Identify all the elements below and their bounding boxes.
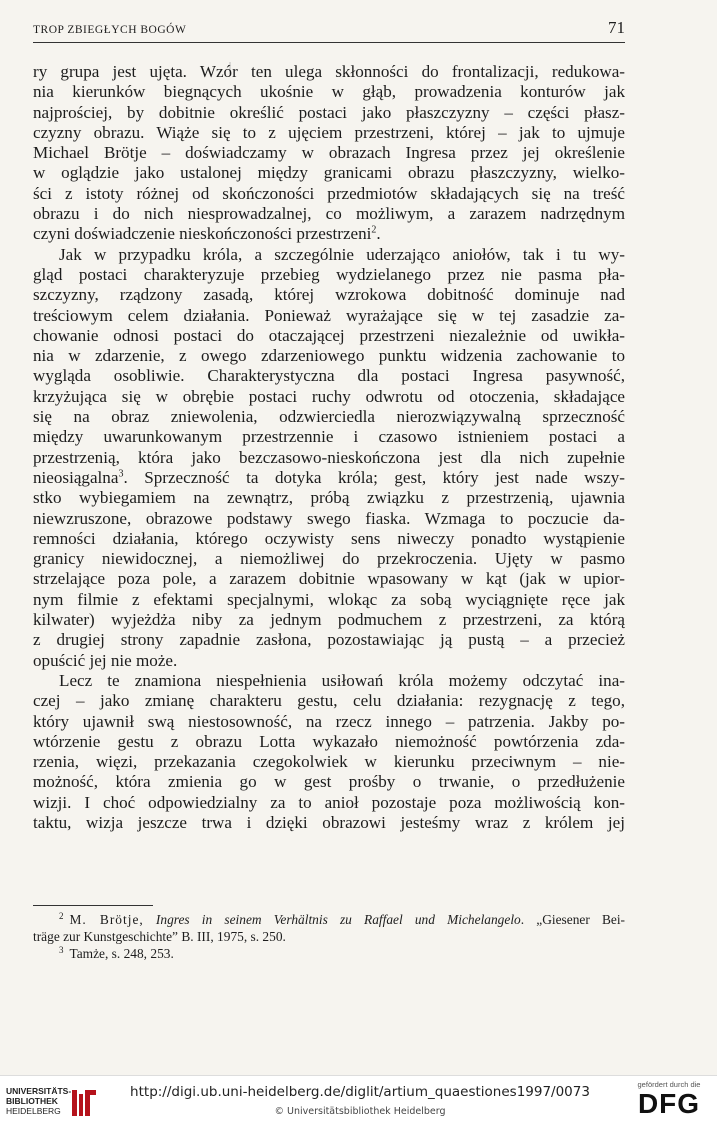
dfg-wordmark: DFG xyxy=(637,1088,701,1119)
footnote-author: M. Brötje, xyxy=(69,912,144,927)
body-line: przestrzenią, która jako bezczasowo-nieskończona jest dla nich zupełnie xyxy=(33,447,625,467)
body-line: opuścić jej nie może. xyxy=(33,650,178,670)
library-line: BIBLIOTHEK xyxy=(6,1096,58,1106)
library-line: HEIDELBERG xyxy=(6,1106,61,1116)
body-line: chowanie odnosi postaci do otaczającej przestrzeni niezależnie od uwikła- xyxy=(33,325,625,345)
body-line: się na obraz zniewolenia, odzwierciedla nierozwiązywalną sprzeczność xyxy=(33,407,625,427)
body-line-text: nieosiągalna xyxy=(33,467,119,487)
footnote-3 xyxy=(33,945,625,962)
source-url-link[interactable]: http://digi.ub.uni-heidelberg.de/diglit/artium_quaestiones1997/0073 xyxy=(130,1084,590,1100)
body-line: który ujawnił swą niestosowność, na rzecz innego – patrzenia. Jakby po- xyxy=(33,711,625,731)
footnote-ref[interactable]: 3 xyxy=(118,468,124,480)
library-line: UNIVERSITÄTS- xyxy=(6,1086,72,1096)
page-number: 71 xyxy=(608,18,625,37)
footnote-title: Ingres in seinem Verhältnis zu Raffael und Michelangelo xyxy=(155,912,521,927)
dfg-logo[interactable] xyxy=(629,1080,709,1126)
body-line: granicy niewidocznej, a niemożliwej do przekroczenia. Ujęty w pasmo xyxy=(33,549,625,569)
body-line: taktu, wizja jeszcze trwa i dzięki obrazowi jesteśmy wraz z królem jej xyxy=(33,812,625,832)
footnote-2-cont: träge zur Kunstgeschichte” B. III, 1975, s. 250. xyxy=(33,929,286,944)
body-line: nym filmie z efektami specjalnymi, wlokąc za sobą wyciągnięte ręce jak xyxy=(33,589,625,609)
body-line: możność, która zmienia go w gest prośby o trwanie, o przedłużenie xyxy=(33,772,625,792)
body-line: krzyżująca się w obrębie postaci ruchy odwrotu od otoczenia, składające xyxy=(33,386,625,406)
footnote-rule xyxy=(33,905,153,906)
body-line: czej – jako zmianę charakteru gestu, celu działania: rezygnację z tego, xyxy=(33,691,625,711)
footnote-text: Tamże, s. 248, 253. xyxy=(69,946,174,961)
body-line: stko wybiegamiem na zewnątrz, próbą związku z przestrzenią, ujawnia xyxy=(33,488,625,508)
body-line: Jak w przypadku króla, a szczególnie uderzająco aniołów, tak i tu wy- xyxy=(59,244,625,264)
footnote-ref[interactable]: 2 xyxy=(371,224,377,236)
body-line: niewzruszone, obrazowe podstawy swego fiaska. Wzmaga to poczucie da- xyxy=(33,508,625,528)
body-line: wygląda osobliwie. Charakterystyczna dla postaci Ingresa pasywność, xyxy=(33,366,625,386)
running-head xyxy=(33,18,625,43)
body-line-tail: . Sprzeczność ta dotyka króla; gest, który jest nade wszy- xyxy=(123,467,625,487)
body-line: ści z istoty różnej od skończoności przedmiotów składających się na treść xyxy=(33,183,625,203)
body-line: rzenia, więzi, przekazania czegokolwiek w kierunku przeciwnym – nie- xyxy=(33,752,625,772)
body-line: z drugiej strony zapadnie zasłona, pozostawiając ją pustą – a przecież xyxy=(33,630,625,650)
footnote-number: 3 xyxy=(59,945,64,955)
body-line: wtórzenie gestu z obrazu Lotta wykazało niemożność powtórzenia zda- xyxy=(33,731,625,751)
digitization-footer xyxy=(0,1075,717,1130)
body-line: w oglądzie jako ustalonej między granicami obrazu płaszczyzny, wielko- xyxy=(33,163,625,183)
dfg-caption: gefördert durch die xyxy=(637,1080,701,1089)
footnotes xyxy=(33,911,625,962)
body-line: treściowym celem działania. Ponieważ wyrażające się w tej zasadzie za- xyxy=(33,305,625,325)
footnote-2 xyxy=(33,911,625,928)
footnote-number: 2 xyxy=(59,911,64,921)
body-line: strzelające poza pole, a zarazem dobitnie wpasowany w kąt (jak w upior- xyxy=(33,569,625,589)
body-line xyxy=(33,224,625,244)
body-line: nia kierunków biegnących ukośnie w głąb, prowadzenia konturów jak xyxy=(33,82,625,102)
body-line: czyzny obrazu. Wiąże się to z ujęciem przestrzeni, której – jak to ujmuje xyxy=(33,122,625,142)
body-line: najprościej, by dobitnie określić postaci jako płaszczyzny – części płasz- xyxy=(33,102,625,122)
library-name xyxy=(6,1086,72,1116)
body-line: szczyzny, rządzony zasadą, której wzrokowa dobitność dominuje nad xyxy=(33,285,625,305)
body-line-tail: . xyxy=(376,224,381,244)
body-line: gląd postaci charakteryzuje przebieg wydzielanego przez nie pasma pła- xyxy=(33,264,625,284)
copyright-notice: © Universitätsbibliothek Heidelberg xyxy=(274,1106,446,1117)
body-text xyxy=(33,62,625,833)
ub-heidelberg-logo[interactable] xyxy=(6,1086,98,1122)
running-title: TROP ZBIEGŁYCH BOGÓW xyxy=(33,24,187,36)
ub-logo-mark-icon xyxy=(70,1086,98,1120)
body-line: między uwarunkowanym przestrzennie i czasowo istnieniem postaci a xyxy=(33,427,625,447)
body-line: nia w zdarzenie, z owego zdarzeniowego punktu widzenia zachowanie to xyxy=(33,346,625,366)
body-line: kilwater) wyjeżdża niby za jednym podmuchem z przestrzeni, za którą xyxy=(33,610,625,630)
body-line: obrazu i do nich niesprowadzalnej, co możliwym, a zarazem nadrzędnym xyxy=(33,204,625,224)
body-line: Lecz te znamiona niespełnienia usiłowań króla możemy odczytać ina- xyxy=(59,670,625,690)
footnote-rest: . „Giesener Bei- xyxy=(520,912,625,927)
body-line xyxy=(33,468,625,488)
body-line: Michael Brötje – doświadczamy w obrazach Ingresa przez jej określenie xyxy=(33,143,625,163)
body-line: wizji. I choć odpowiedzialny za to anioł pozostaje poza możliwością kon- xyxy=(33,792,625,812)
body-line: remności działania, którego oczywisty sens niweczy ponadto wystąpienie xyxy=(33,528,625,548)
body-line: ry grupa jest ujęta. Wzór ten ulega skłonności do frontalizacji, redukowa- xyxy=(33,62,625,81)
body-line-text: czyni doświadczenie nieskończoności przestrzeni xyxy=(33,224,372,244)
